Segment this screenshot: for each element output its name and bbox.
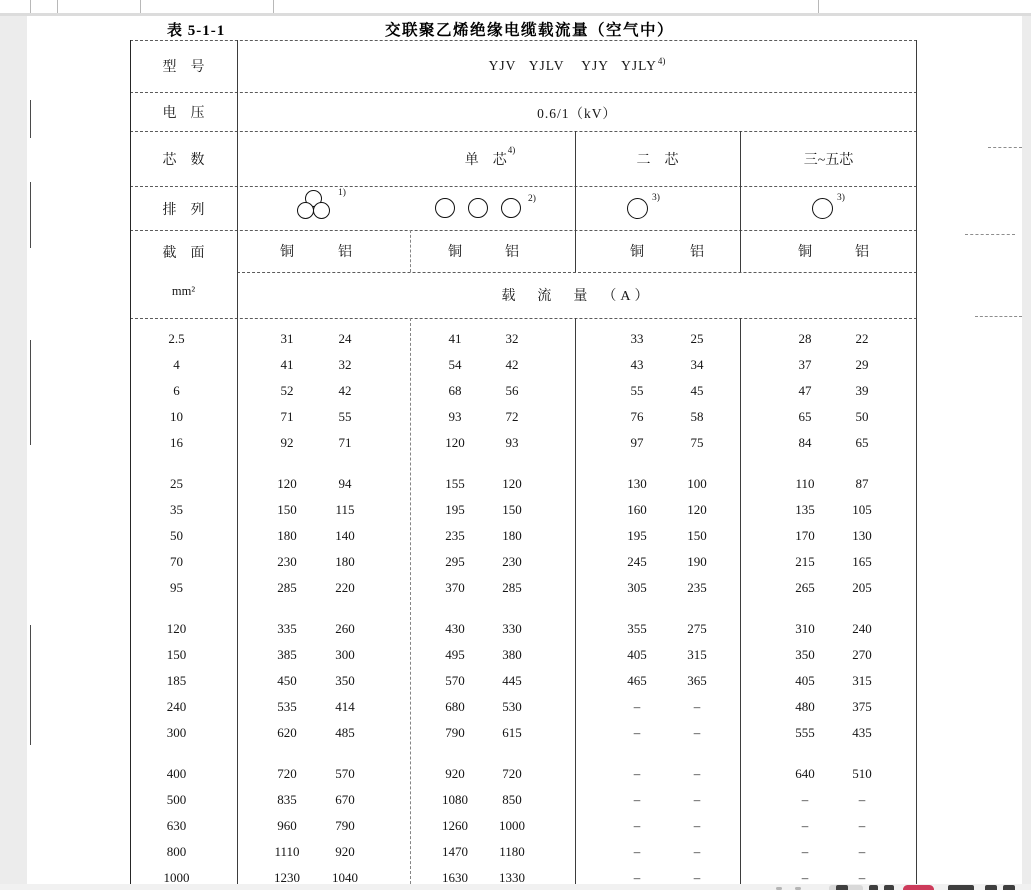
ampacity-cell: 850 xyxy=(502,792,522,807)
scan-edge-mark xyxy=(30,182,31,248)
section-cell: 4 xyxy=(173,357,180,372)
taskbar-app-icon[interactable] xyxy=(985,885,997,890)
row-group xyxy=(130,761,917,884)
taskbar-app-icon[interactable] xyxy=(948,885,974,890)
ampacity-cell: 45 xyxy=(690,383,704,398)
ampacity-cell: 165 xyxy=(852,554,872,569)
ampacity-cell: – xyxy=(801,792,809,807)
ampacity-cell: 28 xyxy=(798,331,812,346)
arrangement-row xyxy=(130,186,917,230)
ampacity-cell: 1260 xyxy=(442,818,468,833)
scan-artifact xyxy=(965,234,1015,235)
ampacity-cell: 56 xyxy=(505,383,519,398)
ampacity-cell: 215 xyxy=(795,554,815,569)
ampacity-cell: 375 xyxy=(852,699,872,714)
ampacity-cell: 1330 xyxy=(499,870,525,884)
ampacity-cell: 180 xyxy=(335,554,355,569)
core-multi-label: 三~五芯 xyxy=(803,152,854,168)
ampacity-cell: 115 xyxy=(335,502,355,517)
ampacity-cell: 190 xyxy=(687,554,707,569)
scan-edge-mark xyxy=(30,100,31,138)
taskbar-app-icon[interactable] xyxy=(836,885,848,890)
table-row xyxy=(130,549,917,575)
ampacity-cell: 315 xyxy=(687,647,707,662)
ampacity-cell: 245 xyxy=(627,554,647,569)
table-row xyxy=(130,523,917,549)
section-cell: 630 xyxy=(166,818,187,833)
taskbar-app-icon[interactable] xyxy=(1003,885,1015,890)
ampacity-cell: 58 xyxy=(690,409,704,424)
ampacity-cell: – xyxy=(858,870,866,884)
ampacity-cell: – xyxy=(693,766,701,781)
section-cell: 300 xyxy=(166,725,187,740)
table-row xyxy=(130,404,917,430)
table-row xyxy=(130,668,917,694)
ampacity-cell: – xyxy=(858,844,866,859)
ampacity-cell: – xyxy=(633,792,641,807)
ampacity-cell: 960 xyxy=(277,818,297,833)
ampacity-cell: 84 xyxy=(798,435,812,450)
ampacity-cell: 160 xyxy=(627,502,647,517)
ampacity-cell: – xyxy=(693,844,701,859)
taskbar-app-icon[interactable] xyxy=(869,885,878,890)
ampacity-cell: 65 xyxy=(855,435,869,450)
row-group xyxy=(130,471,917,601)
scan-edge-mark xyxy=(30,340,31,445)
table-row xyxy=(130,813,917,839)
ampacity-cell: 47 xyxy=(798,383,812,398)
ampacity-cell: – xyxy=(693,725,701,740)
ampacity-cell: 495 xyxy=(445,647,465,662)
ampacity-cell: 285 xyxy=(277,580,297,595)
copper-header: 铜 xyxy=(448,245,462,260)
section-cell: 95 xyxy=(170,580,183,595)
ampacity-cell: 230 xyxy=(277,554,297,569)
table-row xyxy=(130,378,917,404)
ampacity-cell: 1110 xyxy=(274,844,300,859)
ampacity-cell: 180 xyxy=(502,528,522,543)
ampacity-cell: 480 xyxy=(795,699,815,714)
voltage-row-label: 电 压 xyxy=(162,105,205,121)
table-row xyxy=(130,642,917,668)
table-row xyxy=(130,865,917,884)
ampacity-cell: 485 xyxy=(335,725,355,740)
table-row xyxy=(130,430,917,456)
ampacity-cell: 120 xyxy=(502,476,522,491)
aluminum-header: 铝 xyxy=(505,245,519,260)
ampacity-cell: 350 xyxy=(335,673,355,688)
ampacity-cell: – xyxy=(693,792,701,807)
ampacity-cell: 385 xyxy=(277,647,297,662)
arrangement-footnote: 1) xyxy=(338,188,346,198)
section-cell: 10 xyxy=(170,409,183,424)
model-value: YJV YJLV YJY YJLY xyxy=(488,58,657,73)
section-cell: 400 xyxy=(166,766,187,781)
ampacity-cell: – xyxy=(633,725,641,740)
section-label: 截 面 xyxy=(162,246,205,261)
section-cell: 120 xyxy=(166,621,187,636)
single-cable-icon xyxy=(812,198,833,219)
ampacity-cell: 1000 xyxy=(499,818,525,833)
table-data-rows xyxy=(130,318,917,884)
table-row xyxy=(130,616,917,642)
ampacity-cell: 1080 xyxy=(442,792,468,807)
aluminum-header: 铝 xyxy=(338,245,352,260)
ampacity-cell: 315 xyxy=(852,673,872,688)
ampacity-cell: 570 xyxy=(335,766,355,781)
table-row xyxy=(130,787,917,813)
ampacity-cell: 405 xyxy=(795,673,815,688)
column-guide-line xyxy=(140,0,141,13)
ampacity-cell: 55 xyxy=(338,409,352,424)
ampacity-cell: 355 xyxy=(627,621,647,636)
ampacity-cell: 34 xyxy=(690,357,704,372)
ampacity-cell: 72 xyxy=(505,409,519,424)
table-row xyxy=(130,839,917,865)
ampacity-cell: 445 xyxy=(502,673,522,688)
section-cell: 800 xyxy=(166,844,187,859)
ampacity-cell: 150 xyxy=(687,528,707,543)
taskbar-red-app-icon[interactable] xyxy=(903,885,934,890)
ampacity-cell: 1040 xyxy=(332,870,358,884)
ampacity-cell: 120 xyxy=(687,502,707,517)
scan-artifact xyxy=(975,316,1022,317)
ampacity-cell: 41 xyxy=(448,331,462,346)
scan-artifact xyxy=(988,147,1022,148)
section-cell: 185 xyxy=(166,673,187,688)
ampacity-cell: 155 xyxy=(445,476,465,491)
table-row xyxy=(130,326,917,352)
ampacity-cell: – xyxy=(633,844,641,859)
section-cell: 500 xyxy=(166,792,187,807)
ampacity-cell: 405 xyxy=(627,647,647,662)
section-cell: 70 xyxy=(170,554,183,569)
ampacity-cell: 510 xyxy=(852,766,872,781)
ampacity-cell: 87 xyxy=(855,476,869,491)
conductor-header-row xyxy=(130,230,917,272)
copper-header: 铜 xyxy=(630,245,644,260)
ampacity-cell: 450 xyxy=(277,673,297,688)
ampacity-cell: 93 xyxy=(505,435,519,450)
core-single-label: 单 芯$^{4)}$ xyxy=(464,144,516,168)
copper-header: 铜 xyxy=(280,245,294,260)
ampacity-cell: 240 xyxy=(852,621,872,636)
ampacity-cell: 65 xyxy=(798,409,812,424)
section-cell: 50 xyxy=(170,528,183,543)
arrangement-row-label: 排 列 xyxy=(162,203,205,218)
ampacity-cell: 100 xyxy=(687,476,707,491)
ampacity-cell: 25 xyxy=(690,331,704,346)
ampacity-cell: 300 xyxy=(335,647,355,662)
ampacity-cell: 335 xyxy=(277,621,297,636)
ampacity-cell: 31 xyxy=(280,331,294,346)
trefoil-arrangement-icon xyxy=(296,190,332,221)
ampacity-cell: 29 xyxy=(855,357,869,372)
cores-row xyxy=(130,131,917,186)
ampacity-cell: 530 xyxy=(502,699,522,714)
table-row xyxy=(130,761,917,787)
ampacity-cell: 680 xyxy=(445,699,465,714)
ampacity-cell: 720 xyxy=(502,766,522,781)
ampacity-cell: 43 xyxy=(630,357,644,372)
ampacity-cell: 275 xyxy=(687,621,707,636)
copper-header: 铜 xyxy=(798,245,812,260)
ampacity-cell: – xyxy=(633,766,641,781)
column-guide-line xyxy=(57,0,58,13)
ampacity-cell: 42 xyxy=(505,357,519,372)
ampacity-cell: 380 xyxy=(502,647,522,662)
ampacity-cell: 33 xyxy=(630,331,644,346)
ampacity-cell: 93 xyxy=(448,409,462,424)
taskbar-strip xyxy=(0,884,1031,890)
ampacity-cell: – xyxy=(801,844,809,859)
ampacity-cell: 22 xyxy=(855,331,869,346)
ampacity-cell: 135 xyxy=(795,502,815,517)
ampacity-cell: 54 xyxy=(448,357,462,372)
ampacity-cell: – xyxy=(693,818,701,833)
ampacity-cell: 790 xyxy=(335,818,355,833)
arrangement-footnote: 3) xyxy=(837,193,845,203)
ampacity-cell: 55 xyxy=(630,383,644,398)
ampacity-cell: 37 xyxy=(798,357,812,372)
ampacity-cell: 235 xyxy=(445,528,465,543)
section-cell: 150 xyxy=(166,647,187,662)
ampacity-cell: – xyxy=(633,818,641,833)
ampacity-cell: 230 xyxy=(502,554,522,569)
ampacity-cell: 1630 xyxy=(442,870,468,884)
section-cell: 1000 xyxy=(163,870,190,884)
scan-edge-mark xyxy=(30,625,31,745)
ampacity-cell: 24 xyxy=(338,331,352,346)
single-cable-icon xyxy=(627,198,648,219)
core-single-footnote: 4) xyxy=(507,144,516,155)
ampacity-cell: 435 xyxy=(852,725,872,740)
ampacity-cell: 94 xyxy=(338,476,352,491)
ampacity-cell: 140 xyxy=(335,528,355,543)
ampacity-cell: 414 xyxy=(335,699,355,714)
ampacity-cell: 1470 xyxy=(442,844,468,859)
aluminum-header: 铝 xyxy=(855,245,869,260)
ampacity-cell: 295 xyxy=(445,554,465,569)
ampacity-cell: 620 xyxy=(277,725,297,740)
section-cell: 2.5 xyxy=(168,331,185,346)
table-number: 表 5-1-1 xyxy=(167,23,226,39)
ampacity-cell: 68 xyxy=(448,383,462,398)
ampacity-cell: 220 xyxy=(335,580,355,595)
ampacity-cell: 1180 xyxy=(499,844,525,859)
ampacity-cell: 920 xyxy=(445,766,465,781)
column-guide-line xyxy=(30,0,31,13)
ampacity-cell: – xyxy=(693,870,701,884)
ampacity-cell: 195 xyxy=(445,502,465,517)
ampacity-cell: 39 xyxy=(855,383,869,398)
ampacity-cell: – xyxy=(633,870,641,884)
ampacity-cell: 535 xyxy=(277,699,297,714)
ampacity-cell: 97 xyxy=(630,435,644,450)
core-two-label: 二 芯 xyxy=(636,152,679,168)
ampacity-cell: 670 xyxy=(335,792,355,807)
table-row xyxy=(130,694,917,720)
ampacity-cell: 270 xyxy=(852,647,872,662)
ampacity-cell: 615 xyxy=(502,725,522,740)
ampacity-cell: 310 xyxy=(795,621,815,636)
ampacity-cell: 640 xyxy=(795,766,815,781)
ampacity-cell: 170 xyxy=(795,528,815,543)
ampacity-cell: 130 xyxy=(627,476,647,491)
ampacity-cell: 50 xyxy=(855,409,869,424)
ampacity-cell: 92 xyxy=(280,435,294,450)
ampacity-cell: 350 xyxy=(795,647,815,662)
ampacity-cell: 1230 xyxy=(274,870,300,884)
ampacity-cell: 32 xyxy=(338,357,352,372)
ampacity-cell: 285 xyxy=(502,580,522,595)
ampacity-cell: 42 xyxy=(338,383,352,398)
ampacity-cell: – xyxy=(858,818,866,833)
section-cell: 25 xyxy=(170,476,183,491)
ampacity-cell: 235 xyxy=(687,580,707,595)
table-row xyxy=(130,575,917,601)
ampacity-cell: 265 xyxy=(795,580,815,595)
ampacity-cell: 41 xyxy=(280,357,294,372)
column-guide-line xyxy=(273,0,274,13)
section-unit: mm² xyxy=(171,284,196,298)
ampacity-cell: 305 xyxy=(627,580,647,595)
flat-arrangement-icon xyxy=(435,198,521,218)
ampacity-cell: – xyxy=(693,699,701,714)
ampacity-cell: 130 xyxy=(852,528,872,543)
section-conductor-block xyxy=(130,230,917,318)
ampacity-cell: 835 xyxy=(277,792,297,807)
ampacity-banner: 载 流 量 （A） xyxy=(501,289,653,304)
ampacity-cell: 555 xyxy=(795,725,815,740)
column-guide-line xyxy=(818,0,819,13)
model-row-label: 型 号 xyxy=(162,60,205,75)
ampacity-cell: – xyxy=(801,818,809,833)
ampacity-cell: 370 xyxy=(445,580,465,595)
ampacity-cell: 180 xyxy=(277,528,297,543)
voltage-value: 0.6/1（kV） xyxy=(537,105,617,121)
arrangement-footnote: 2) xyxy=(528,194,536,204)
ampacity-table xyxy=(130,40,917,884)
ampacity-cell: 920 xyxy=(335,844,355,859)
ampacity-cell: 570 xyxy=(445,673,465,688)
ampacity-cell: 150 xyxy=(277,502,297,517)
ampacity-cell: 71 xyxy=(338,435,352,450)
ampacity-cell: 330 xyxy=(502,621,522,636)
ampacity-cell: 120 xyxy=(277,476,297,491)
ampacity-cell: 75 xyxy=(690,435,704,450)
table-row xyxy=(130,471,917,497)
ampacity-cell: 150 xyxy=(502,502,522,517)
taskbar-app-icon[interactable] xyxy=(884,885,894,890)
ampacity-cell: 465 xyxy=(627,673,647,688)
section-cell: 6 xyxy=(173,383,180,398)
row-group xyxy=(130,326,917,456)
top-chrome-strip xyxy=(0,0,1031,16)
ampacity-cell: 32 xyxy=(505,331,519,346)
table-row xyxy=(130,497,917,523)
ampacity-cell: 365 xyxy=(687,673,707,688)
ampacity-cell: 110 xyxy=(795,476,815,491)
aluminum-header: 铝 xyxy=(690,245,704,260)
ampacity-cell: 430 xyxy=(445,621,465,636)
ampacity-cell: 720 xyxy=(277,766,297,781)
cores-row-label: 芯 数 xyxy=(162,152,205,168)
ampacity-cell: 205 xyxy=(852,580,872,595)
table-row xyxy=(130,720,917,746)
model-footnote: 4) xyxy=(657,55,666,66)
row-group xyxy=(130,616,917,746)
ampacity-cell: 52 xyxy=(280,383,294,398)
voltage-row xyxy=(130,92,917,131)
ampacity-cell: 76 xyxy=(630,409,644,424)
arrangement-footnote: 3) xyxy=(652,193,660,203)
ampacity-cell: – xyxy=(858,792,866,807)
table-row xyxy=(130,352,917,378)
ampacity-cell: – xyxy=(801,870,809,884)
section-cell: 35 xyxy=(170,502,183,517)
page-title: 交联聚乙烯绝缘电缆载流量（空气中） xyxy=(385,22,675,39)
ampacity-cell: 71 xyxy=(280,409,294,424)
section-cell: 240 xyxy=(166,699,187,714)
ampacity-cell: 105 xyxy=(852,502,872,517)
ampacity-cell: 195 xyxy=(627,528,647,543)
scanned-page xyxy=(27,16,1022,884)
ampacity-cell: – xyxy=(633,699,641,714)
model-row xyxy=(130,40,917,92)
ampacity-cell: 790 xyxy=(445,725,465,740)
ampacity-cell: 120 xyxy=(445,435,465,450)
ampacity-cell: 260 xyxy=(335,621,355,636)
section-cell: 16 xyxy=(170,435,183,450)
